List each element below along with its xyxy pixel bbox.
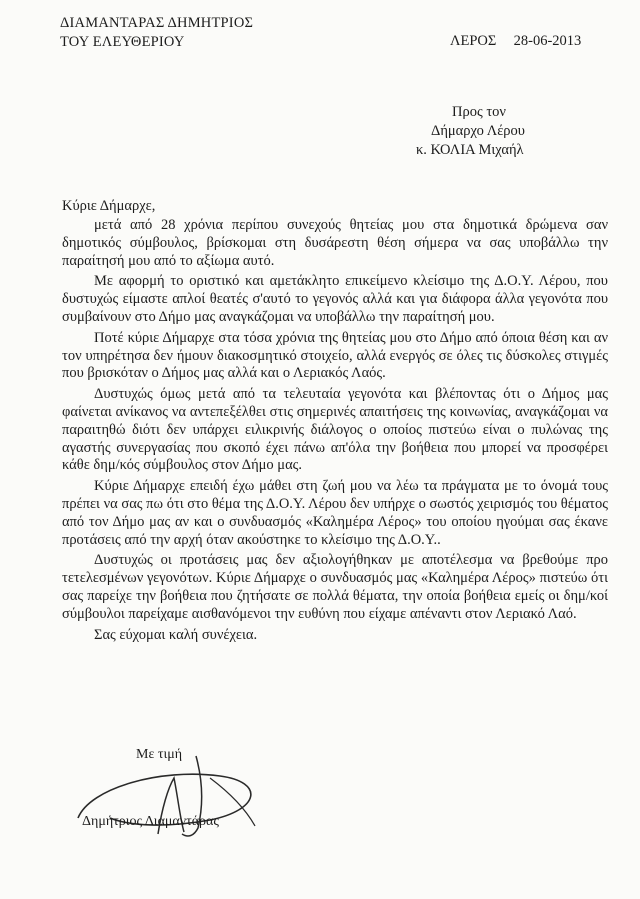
salutation: Κύριε Δήμαρχε,: [62, 198, 156, 214]
letter-body: [62, 217, 608, 647]
place: ΛΕΡΟΣ: [450, 33, 497, 49]
paragraph: Σας εύχομαι καλή συνέχεια.: [94, 626, 258, 643]
sender-block: [60, 14, 253, 52]
paragraph: Δυστυχώς όμως μετά από τα τελευταία γεγονότα και βλέποντας ότι ο Δήμος μας φαίνεται ανίκανος να αντεπεξέλθει στις σημερινές απαιτήσεις της κοινωνίας, αναγκάζομαι να παραιτηθώ διότι δεν υπάρχει ειλικρινής διάλογος ο οποίος πιστεύω είναι ο πυλώνας της αγαστής συνεργασίας που σκοπό έχει πάνω απ'όλα την βοήθεια που μπορεί να προσφέρει κάθε δημ/κός σύμβουλος στον Δήμο μας.: [62, 386, 608, 474]
paragraph: Κύριε Δήμαρχε επειδή έχω μάθει στη ζωή μου να λέω τα πράγματα με το όνομά τους πρέπει να σας πω ότι στο θέμα της Δ.Ο.Υ. Λέρου δεν υπήρχε ο σωστός χειρισμός του θέματος από τον Δήμο μας αν και ο συνδυασμός «Καλημέρα Λέρος» του οποίου ηγούμαι σας έκανε προτάσεις από την αρχή όταν ακούστηκε το κλείσιμο της Δ.Ο.Υ..: [62, 478, 608, 548]
recipient-line1: Προς τον: [452, 104, 506, 120]
paragraph: Με αφορμή το οριστικό και αμετάκλητο επικείμενο κλείσιμο της Δ.Ο.Υ. Λέρου, που δυστυχώς είμαστε απλοί θεατές σ'αυτό το γεγονός αλλά και για διάφορα άλλα γεγονότα που συμβαίνουν στο Δήμο μας αναγκάζομαι να υποβάλλω την παραίτησή μου.: [62, 273, 608, 325]
paragraph: μετά από 28 χρόνια περίπου συνεχούς θητείας μου στα δημοτικά δρώμενα σαν δημοτικός σύμβουλος, βρίσκομαι στη δυσάρεστη θέση σήμερα να σας υποβάλλω την παραίτησή μου από το αξίωμα αυτό.: [62, 217, 608, 269]
recipient-line2: Δήμαρχο Λέρου: [431, 123, 525, 139]
signatory-name: Δημήτριος Διαμαντάρας: [82, 814, 219, 829]
paragraph: Δυστυχώς οι προτάσεις μας δεν αξιολογήθηκαν με αποτέλεσμα να βρεθούμε προ τετελεσμένων γεγονότων. Κύριε Δήμαρχε ο συνδυασμός μας «Καλημέρα Λέρος» πιστεύω ότι σας παρείχε την βοήθεια που ζητήσατε σε πολλά θέματα, την οποία βοήθεια εμείς οι δημ/κοί σύμβουλοι παρείχαμε αισθανόμενοι την ευθύνη που είχαμε απέναντι στον Λεριακό Λαό.: [62, 552, 608, 622]
recipient-line3: κ. ΚΟΛΙΑ Μιχαήλ: [416, 142, 524, 158]
date-line: [450, 33, 581, 50]
date: 28-06-2013: [513, 33, 582, 49]
sender-name: ΔΙΑΜΑΝΤΑΡΑΣ ΔΗΜΗΤΡΙΟΣ: [60, 15, 254, 31]
closing-regards: Με τιμή: [136, 747, 183, 762]
paragraph: Ποτέ κύριε Δήμαρχε στα τόσα χρόνια της θητείας μου στο Δήμο από όποια θέση και αν τον υπηρέτησα δεν ήμουν διακοσμητικό στοιχείο, αλλά ενεργός σε όλες τις δύσκολες στιγμές που βρισκόταν ο Δήμος μας αλλά και ο Λεριακός Λαός.: [62, 329, 608, 382]
sender-father: ΤΟΥ ΕΛΕΥΘΕΡΙΟΥ: [60, 34, 185, 50]
